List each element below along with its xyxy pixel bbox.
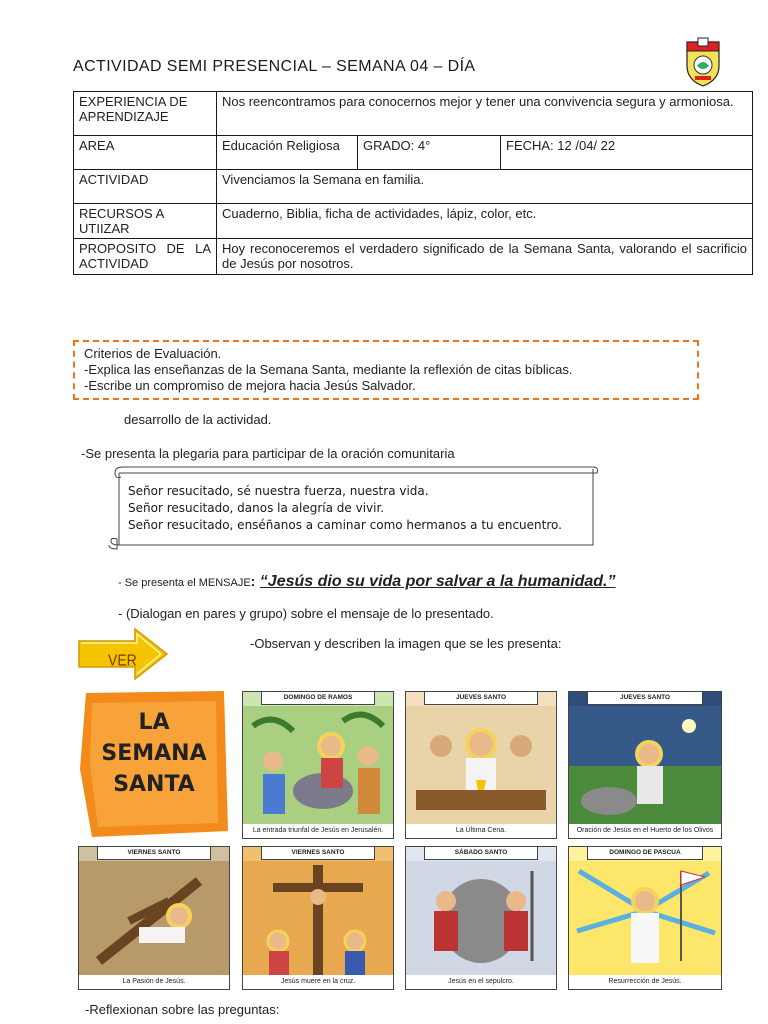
evaluation-criteria-box bbox=[73, 340, 699, 400]
page-title: ACTIVIDAD SEMI PRESENCIAL – SEMANA 04 – DÍA bbox=[73, 58, 476, 75]
recursos-value: Cuaderno, Biblia, ficha de actividades, lápiz, color, etc. bbox=[217, 204, 753, 239]
passion-illustration bbox=[79, 861, 229, 975]
panel-cruz bbox=[242, 846, 394, 990]
panel-caption: La Pasión de Jesús. bbox=[79, 975, 229, 989]
criteria-item: -Explica las enseñanzas de la Semana Santa, mediante la reflexión de citas bíblicas. bbox=[84, 362, 573, 377]
panel-caption: Oración de Jesús en el Huerto de los Olivos bbox=[569, 824, 721, 838]
proposito-label: PROPOSITO DE LA ACTIVIDAD bbox=[74, 239, 217, 275]
recursos-label: RECURSOS A UTIIZAR bbox=[74, 204, 217, 239]
panel-sepulcro bbox=[405, 846, 557, 990]
panel-pasion bbox=[78, 846, 230, 990]
experiencia-label: EXPERIENCIA DE APRENDIZAJE bbox=[74, 92, 217, 136]
proposito-value: Hoy reconoceremos el verdadero significado de la Semana Santa, valorando el sacrificio de Jesús por nosotros. bbox=[217, 239, 753, 275]
gethsemane-illustration bbox=[569, 706, 721, 824]
title-line: SANTA bbox=[113, 772, 195, 797]
reflexionan-text: -Reflexionan sobre las preguntas: bbox=[85, 1002, 280, 1017]
panel-resurreccion bbox=[568, 846, 722, 990]
actividad-value: Vivenciamos la Semana en familia. bbox=[217, 170, 753, 204]
panel-band: DOMINGO DE RAMOS bbox=[261, 692, 375, 705]
mensaje-line bbox=[118, 573, 615, 591]
panel-caption: Jesús muere en la cruz. bbox=[243, 975, 393, 989]
school-crest-logo bbox=[684, 36, 722, 88]
panel-band: VIERNES SANTO bbox=[97, 847, 211, 860]
mensaje-prefix: - Se presenta el MENSAJE bbox=[118, 577, 251, 589]
desarrollo-text: desarrollo de la actividad. bbox=[124, 412, 272, 427]
tomb-illustration bbox=[406, 861, 556, 975]
grado-value: GRADO: 4° bbox=[358, 136, 501, 170]
area-value: Educación Religiosa bbox=[217, 136, 358, 170]
plegaria-intro: -Se presenta la plegaria para participar de la oración comunitaria bbox=[81, 446, 455, 461]
observan-text: -Observan y describen la imagen que se les presenta: bbox=[250, 636, 562, 651]
semana-santa-title-card bbox=[78, 689, 230, 839]
crucifixion-illustration bbox=[243, 861, 393, 975]
mensaje-text: “Jesús dio su vida por salvar a la humanidad.” bbox=[259, 573, 616, 590]
last-supper-illustration bbox=[406, 706, 556, 824]
experiencia-value: Nos reencontramos para conocernos mejor y tener una convivencia segura y armoniosa. bbox=[217, 92, 753, 136]
panel-band: DOMINGO DE PASCUA bbox=[587, 847, 703, 860]
prayer-line: Señor resucitado, enséñanos a caminar como hermanos a tu encuentro. bbox=[128, 518, 562, 532]
panel-band: JUEVES SANTO bbox=[424, 692, 538, 705]
title-line: LA bbox=[138, 710, 170, 735]
palm-sunday-illustration bbox=[243, 706, 393, 824]
criteria-heading: Criterios de Evaluación. bbox=[84, 346, 222, 361]
mensaje-colon: : bbox=[250, 573, 256, 589]
panel-caption: Jesús en el sepulcro. bbox=[406, 975, 556, 989]
area-label: AREA bbox=[74, 136, 217, 170]
ver-label: VER bbox=[108, 651, 137, 669]
panel-domingo-ramos bbox=[242, 691, 394, 839]
actividad-label: ACTIVIDAD bbox=[74, 170, 217, 204]
title-line: SEMANA bbox=[101, 741, 207, 766]
prayer-line: Señor resucitado, sé nuestra fuerza, nuestra vida. bbox=[128, 484, 429, 498]
panel-band: VIERNES SANTO bbox=[261, 847, 375, 860]
panel-caption: La entrada triunfal de Jesús en Jerusalén. bbox=[243, 824, 393, 838]
criteria-item: -Escribe un compromiso de mejora hacia Jesús Salvador. bbox=[84, 378, 416, 393]
panel-band: SÁBADO SANTO bbox=[424, 847, 538, 860]
prayer-line: Señor resucitado, danos la alegría de vivir. bbox=[128, 501, 385, 515]
dialogan-text: - (Dialogan en pares y grupo) sobre el mensaje de lo presentado. bbox=[118, 606, 494, 621]
panel-caption: Resurrección de Jesús. bbox=[569, 975, 721, 989]
panel-ultima-cena bbox=[405, 691, 557, 839]
panel-huerto-olivos bbox=[568, 691, 722, 839]
fecha-value: FECHA: 12 /04/ 22 bbox=[501, 136, 753, 170]
resurrection-illustration bbox=[569, 861, 721, 975]
activity-info-table bbox=[73, 91, 753, 275]
panel-band: JUEVES SANTO bbox=[587, 692, 703, 705]
panel-caption: La Última Cena. bbox=[406, 824, 556, 838]
prayer-text bbox=[128, 483, 562, 534]
